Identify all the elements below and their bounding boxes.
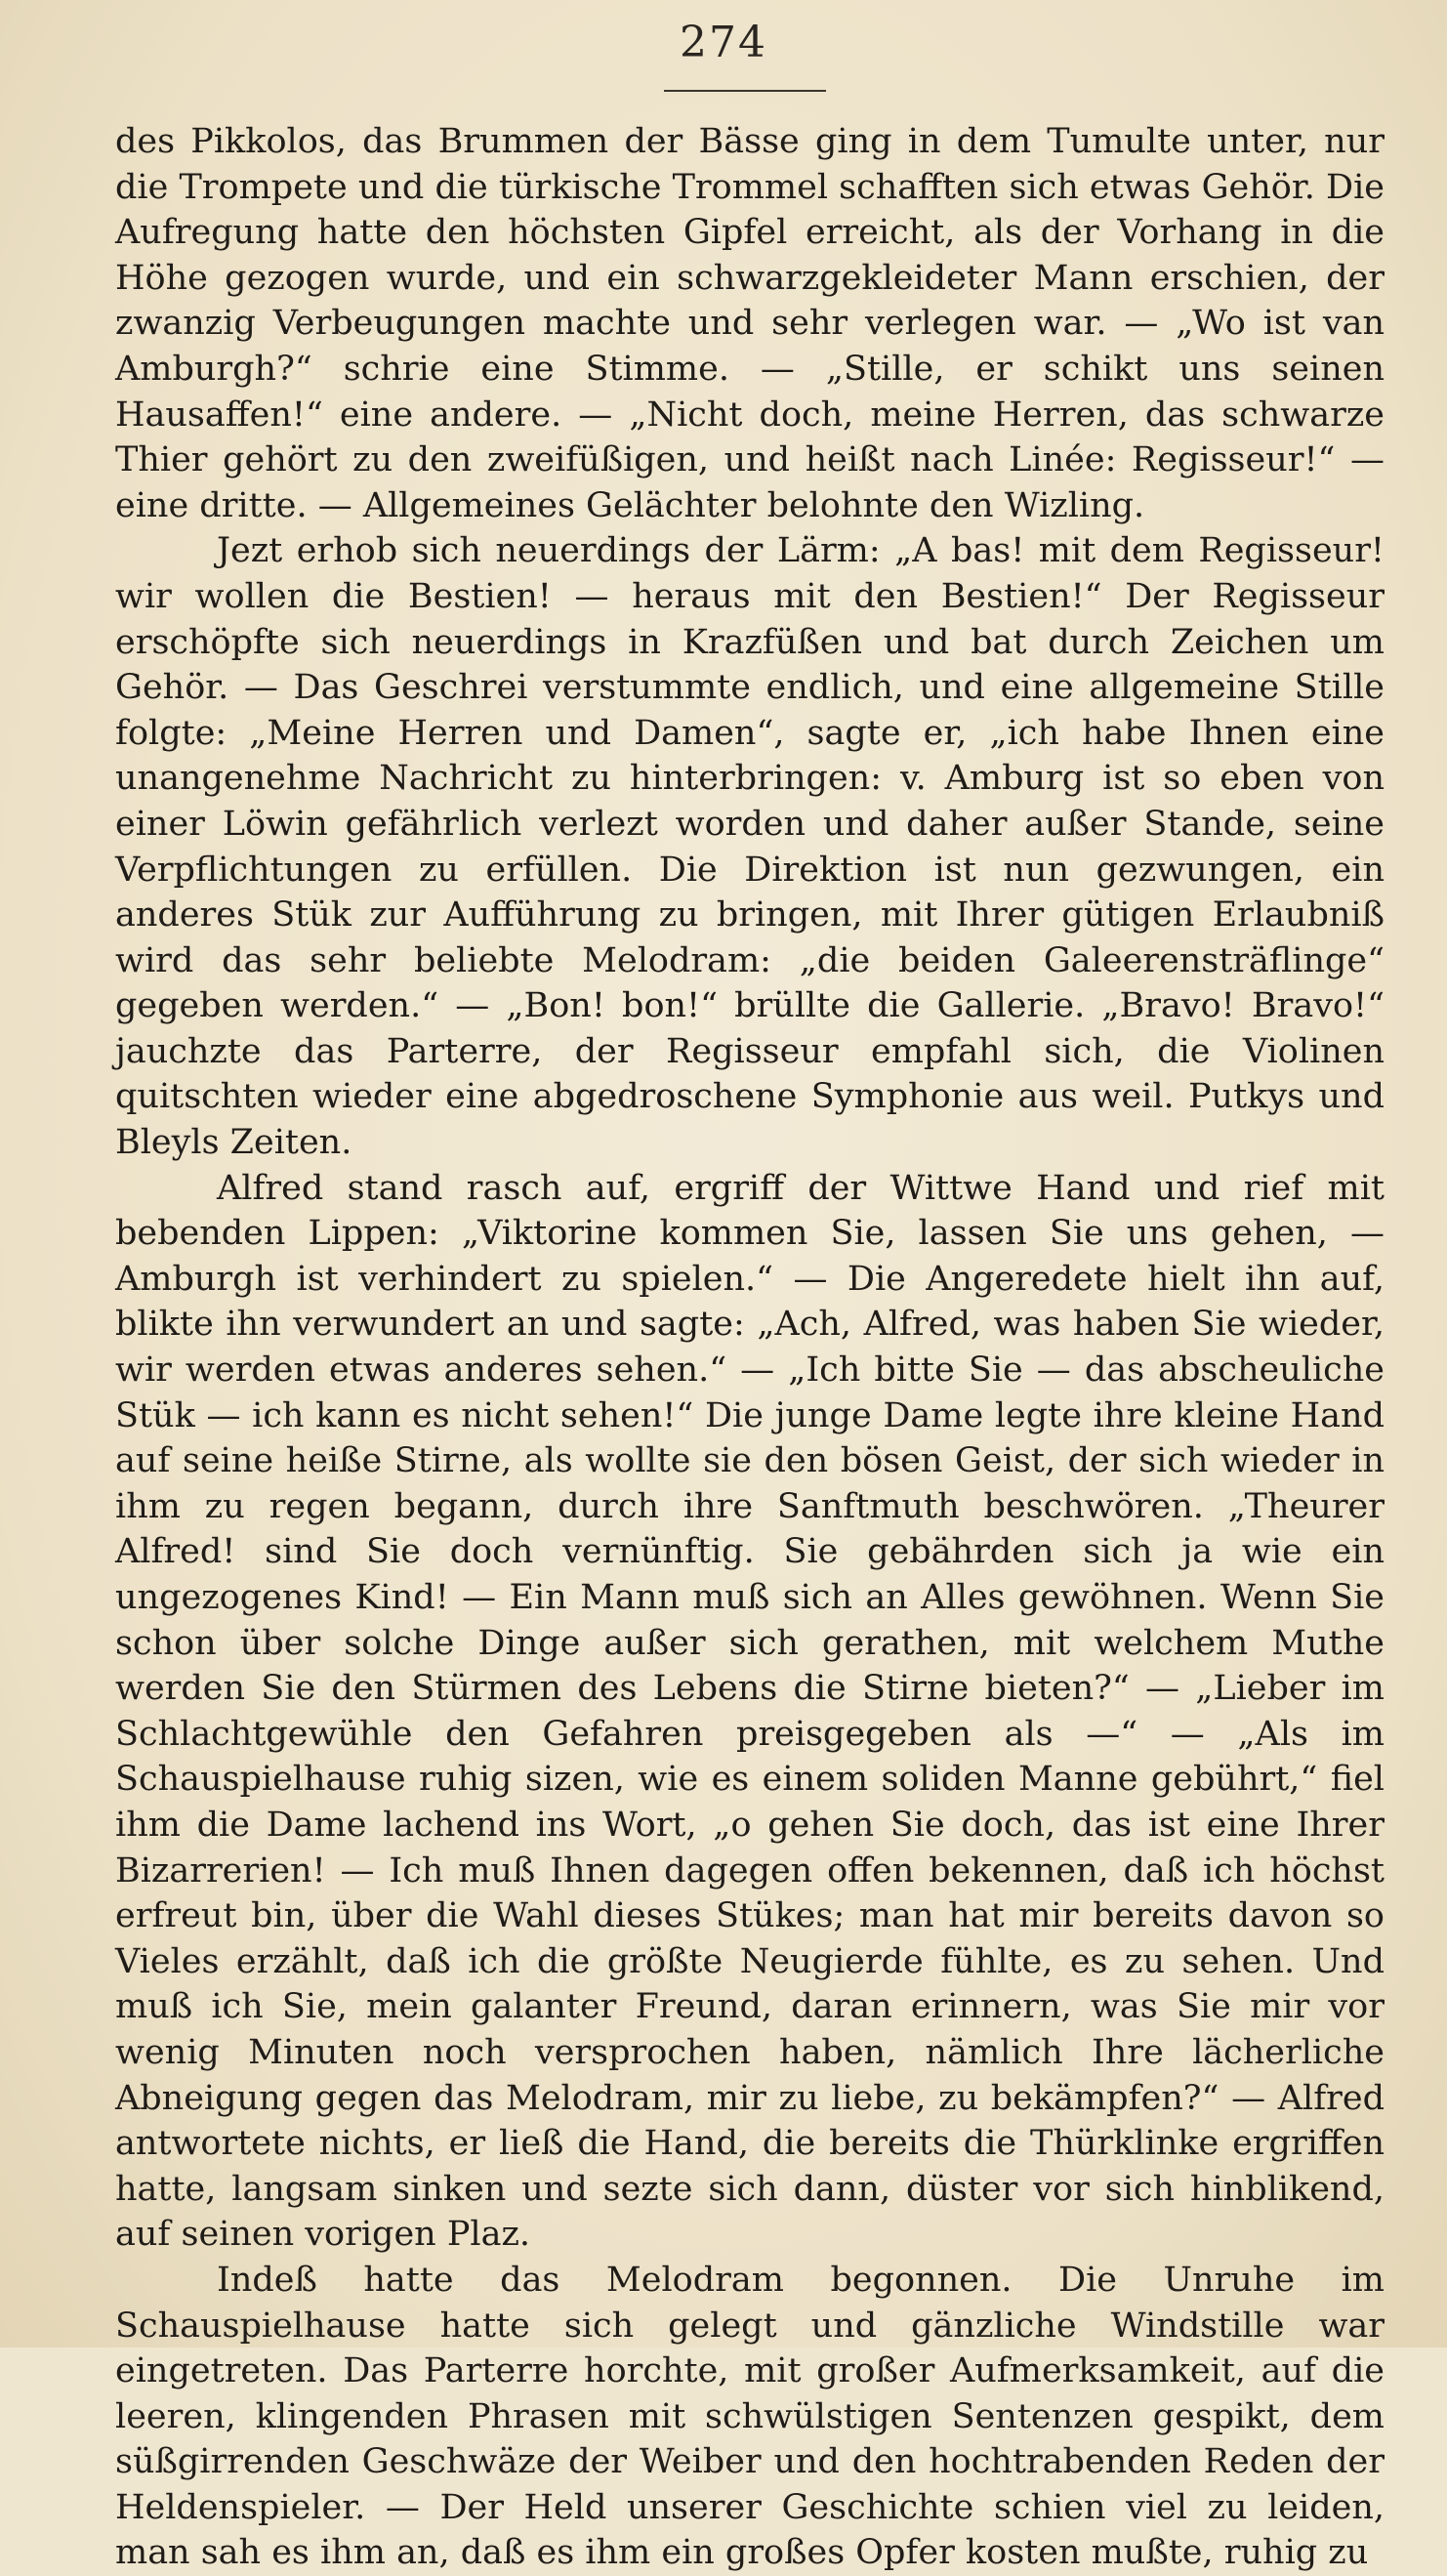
paragraph: Alfred stand rasch auf, ergriff der Wittwe Hand und rief mit bebenden Lippen: „Viktorine kommen Sie, lassen Sie uns gehen, — Amburgh ist verhindert zu spielen.“ — Die Angeredete hielt ihn auf, blikte ihn verwundert an und sagte: „Ach, Alfred, was haben Sie wieder, wir werden etwas anderes sehen.“ — „Ich bitte Sie — das abscheuliche Stük — ich kann es nicht sehen!“ Die junge Dame legte ihre kleine Hand auf seine heiße Stirne, als wollte sie den bösen Geist, der sich wieder in ihm zu regen begann, durch ihre Sanftmuth beschwören. „Theurer Alfred! sind Sie doch vernünftig. Sie gebährden sich ja wie ein ungezogenes Kind! — Ein Mann muß sich an Alles gewöhnen. Wenn Sie schon über solche Dinge außer sich gerathen, mit welchem Muthe werden Sie den Stürmen des Lebens die Stirne bieten?“ — „Lieber im Schlachtgewühle den Gefahren preisgegeben als —“ — „Als im Schauspielhause ruhig sizen, wie es einem soliden Manne gebührt,“ fiel ihm die Dame lachend ins Wort, „o gehen Sie doch, das ist eine Ihrer Bizarrerien! — Ich muß Ihnen dagegen offen bekennen, daß ich höchst erfreut bin, über die Wahl dieses Stükes; man hat mir bereits davon so Vieles erzählt, daß ich die größte Neugierde fühlte, es zu sehen. Und muß ich Sie, mein galanter Freund, daran erinnern, was Sie mir vor wenig Minuten noch versprochen haben, nämlich Ihre lächerliche Abneigung gegen das Melodram, mir zu liebe, zu bekämpfen?“ — Alfred antwortete nichts, er ließ die Hand, die bereits die Thürklinke ergriffen hatte, langsam sinken und sezte sich dann, düster vor sich hinblikend, auf seinen vorigen Plaz. [115,1168,1385,2255]
header-rule [664,90,826,92]
paragraph: Jezt erhob sich neuerdings der Lärm: „A bas! mit dem Regisseur! wir wollen die Bestien! — heraus mit den Bestien!“ Der Regisseur erschöpfte sich neuerdings in Krazfüßen und bat durch Zeichen um Gehör. — Das Geschrei verstummte endlich, und eine allgemeine Stille folgte: „Meine Herren und Damen“, sagte er, „ich habe Ihnen eine unangenehme Nachricht zu hinterbringen: v. Amburg ist so eben von einer Löwin gefährlich verlezt worden und daher außer Stande, seine Verpflichtungen zu erfüllen. Die Direktion ist nun gezwungen, ein anderes Stük zur Aufführung zu bringen, mit Ihrer gütigen Erlaubniß wird das sehr beliebte Melodram: „die beiden Galeerensträflinge“ gegeben werden.“ — „Bon! bon!“ brüllte die Gallerie. „Bravo! Bravo!“ jauchzte das Parterre, der Regisseur empfahl sich, die Violinen quitschten wieder eine abgedroschene Symphonie aus weil. Putkys und Bleyls Zeiten. [115,531,1385,1163]
paragraph: Indeß hatte das Melodram begonnen. Die Unruhe im Schauspielhause hatte sich gelegt und gänzliche Windstille war eingetreten. Das Parterre horchte, mit großer Aufmerksamkeit, auf die leeren, klingenden Phrasen mit schwülstigen Sentenzen gespikt, dem süßgirrenden Geschwäze der Weiber und den hochtrabenden Reden der Heldenspieler. — Der Held unserer Geschichte schien viel zu leiden, man sah es ihm an, daß es ihm ein großes Opfer kosten mußte, ruhig zu [115,2260,1385,2573]
page-number: 274 [680,18,767,67]
body-text [115,119,1385,2576]
paragraph-continued: des Pikkolos, das Brummen der Bässe ging in dem Tumulte unter, nur die Trompete und die türkische Trommel schafften sich etwas Gehör. Die Aufregung hatte den höchsten Gipfel erreicht, als der Vorhang in die Höhe gezogen wurde, und ein schwarzgekleideter Mann erschien, der zwanzig Verbeugungen machte und sehr verlegen war. — „Wo ist van Amburgh?“ schrie eine Stimme. — „Stille, er schikt uns seinen Hausaffen!“ eine andere. — „Nicht doch, meine Herren, das schwarze Thier gehört zu den zweifüßigen, und heißt nach Linée: Regisseur!“ — eine dritte. — Allgemeines Gelächter belohnte den Wizling. [115,122,1385,525]
